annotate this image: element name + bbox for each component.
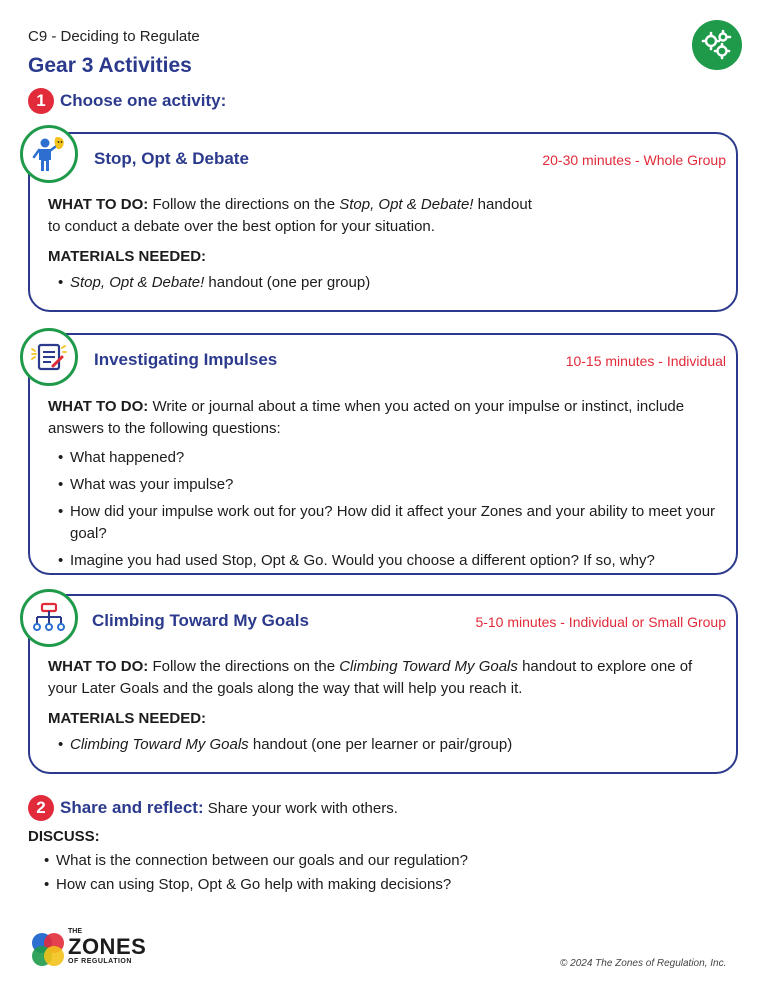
instruction-text: handout (477, 196, 532, 213)
what-to-do-label: WHAT TO DO: (48, 658, 149, 675)
handout-name: Climbing Toward My Goals (70, 736, 249, 753)
zones-logo-icon (28, 930, 68, 970)
activity-title: Climbing Toward My Goals (92, 611, 309, 630)
materials-list (48, 734, 716, 761)
instruction-text: to conduct a debate over the best option for your situation. (48, 218, 435, 235)
step-2-line (60, 798, 398, 818)
handout-name: Stop, Opt & Debate! (70, 274, 205, 291)
activity-card-investigating-impulses (28, 333, 738, 575)
list-item: • What was your impulse? (48, 474, 716, 496)
step-2-heading: Share and reflect: (60, 798, 204, 817)
activity-instructions (48, 396, 716, 440)
zones-logo (28, 928, 168, 972)
list-item: • What is the connection between our goals and our regulation? (34, 850, 734, 872)
page-title: Gear 3 Activities (28, 54, 192, 77)
list-item: • How did your impulse work out for you? How did it affect your Zones and your ability to meet your goal? (48, 501, 716, 545)
activity-duration: 5-10 minutes - Individual or Small Group (475, 614, 726, 630)
logo-text: THE (68, 928, 82, 935)
step-1-badge: 1 (28, 88, 54, 114)
discuss-list (34, 850, 734, 901)
list-item: • What happened? (48, 447, 716, 469)
step-2-text: Share your work with others. (207, 800, 398, 817)
activity-duration: 20-30 minutes - Whole Group (542, 152, 726, 168)
activity-card-stop-opt-debate (28, 132, 738, 312)
page-subtitle: C9 - Deciding to Regulate (28, 28, 200, 45)
instruction-text: Follow the directions on the (152, 196, 336, 213)
copyright: © 2024 The Zones of Regulation, Inc. (560, 958, 727, 969)
list-item: • How can using Stop, Opt & Go help with making decisions? (34, 874, 734, 896)
materials-list (48, 272, 716, 299)
step-1-heading: Choose one activity: (60, 91, 227, 110)
instruction-text: Write or journal about a time when you acted on your impulse or instinct, include answers to the following questions: (48, 398, 685, 437)
activity-duration: 10-15 minutes - Individual (565, 353, 726, 369)
material-item (48, 272, 716, 294)
journal-icon (20, 328, 78, 386)
question-list (48, 447, 716, 577)
materials-label: MATERIALS NEEDED: (48, 710, 207, 727)
logo-text: OF REGULATION (68, 958, 132, 965)
materials-label: MATERIALS NEEDED: (48, 248, 207, 265)
goal-tree-icon (20, 589, 78, 647)
discuss-label: DISCUSS: (28, 828, 100, 845)
instruction-text: handout to explore one of your Later Goals and the goals along the way that will help you reach it. (48, 658, 693, 697)
list-item: • Imagine you had used Stop, Opt & Go. Would you choose a different option? If so, why? (48, 550, 716, 572)
handout-name: Stop, Opt & Debate! (339, 196, 474, 213)
material-text: handout (one per group) (208, 274, 371, 291)
activity-title: Stop, Opt & Debate (94, 149, 249, 168)
activity-card-climbing-goals (28, 594, 738, 774)
handout-name: Climbing Toward My Goals (339, 658, 518, 675)
step-2-badge: 2 (28, 795, 54, 821)
material-item (48, 734, 716, 756)
activity-instructions (48, 656, 716, 700)
logo-text: ZONES (68, 934, 147, 959)
activity-title: Investigating Impulses (94, 350, 278, 369)
material-text: handout (one per learner or pair/group) (252, 736, 513, 753)
what-to-do-label: WHAT TO DO: (48, 196, 149, 213)
gears-icon (692, 20, 742, 70)
what-to-do-label: WHAT TO DO: (48, 398, 149, 415)
debate-person-icon (20, 125, 78, 183)
activity-instructions (48, 194, 716, 238)
instruction-text: Follow the directions on the (152, 658, 336, 675)
